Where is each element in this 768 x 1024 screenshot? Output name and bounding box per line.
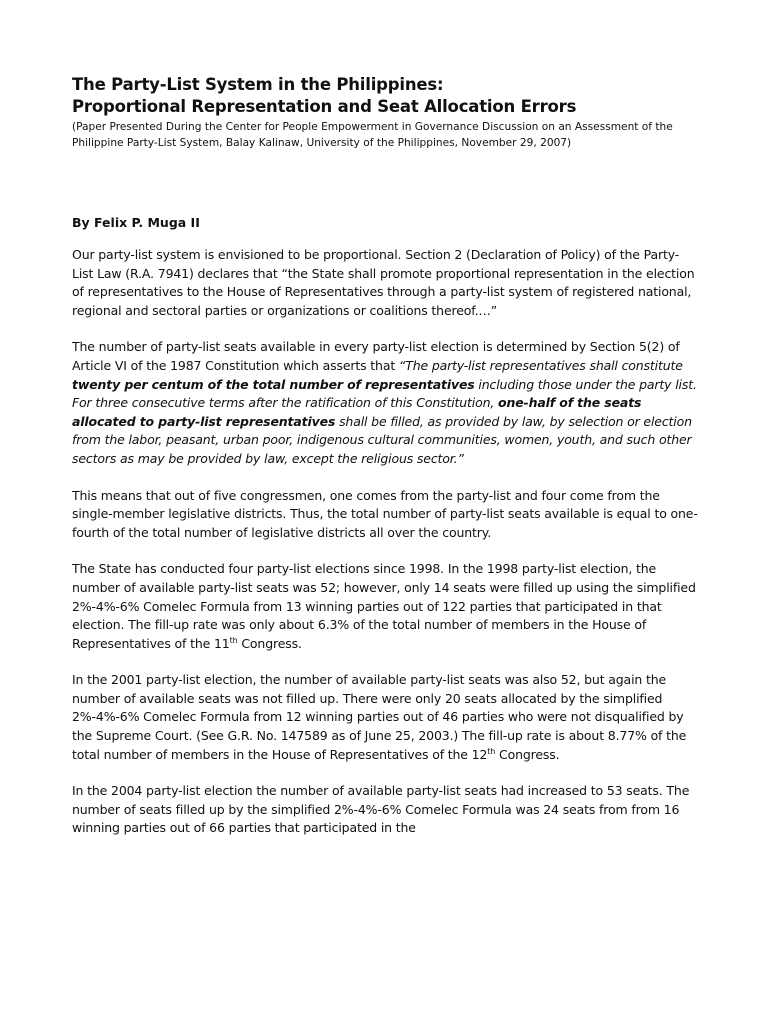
- paragraph-4-tail: Congress.: [237, 635, 302, 651]
- document-subtitle: (Paper Presented During the Center for People Empowerment in Governance Discussion on an Assessment of the Philippine Party-List System, Balay Kalinaw, University of the Philippines, November 29, 2007): [72, 121, 673, 149]
- paragraph-3: This means that out of five congressmen, one comes from the party-list and four come from the single-member legislative districts. Thus, the total number of party-list seats available is equal to one-fourth of the total number of legislative districts all over the country.: [72, 487, 698, 540]
- title-line-2: Proportional Representation and Seat Allocation Errors: [72, 97, 577, 116]
- paragraph-2-quote-1: “The party-list representatives shall constitute: [398, 357, 683, 373]
- paragraph-4-text: The State has conducted four party-list elections since 1998. In the 1998 party-list election, the number of available party-list seats was 52; however, only 14 seats were filled up using the simplified 2%-4%-6% Comelec Formula from 13 winning parties out of 122 parties that participated in that election. The fill-up rate was only about 6.3% of the total number of members in the House of Representatives of the 11: [72, 561, 696, 651]
- paragraph-5: [72, 671, 700, 764]
- paragraph-6: In the 2004 party-list election the number of available party-list seats had increased to 53 seats. The number of seats filled up by the simplified 2%-4%-6% Comelec Formula was 24 seats from from 16 winning parties out of 66 parties that participated in the: [72, 783, 690, 836]
- paragraph-2: [72, 338, 700, 468]
- author-byline: By Felix P. Muga II: [72, 215, 200, 230]
- paragraph-5-text: In the 2001 party-list election, the number of available party-list seats was also 52, but again the number of available seats was not filled up. There were only 20 seats allocated by the simplified 2%-4%-6% Comelec Formula from 12 winning parties out of 46 parties who were not disqualified by the Supreme Court. (See G.R. No. 147589 as of June 25, 2003.) The fill-up rate is about 8.77% of the total number of members in the House of Representatives of the 12: [72, 672, 687, 762]
- paragraph-2-emphasis-2: one-half of the seats allocated to party-list representatives: [72, 395, 642, 429]
- paragraph-2-text-1: The number of party-list seats available in every party-list election is determined by Section 5(2) of Article VI of the 1987 Constitution which asserts that: [72, 339, 680, 373]
- paragraph-4-superscript: th: [229, 635, 238, 645]
- paragraph-1: Our party-list system is envisioned to be proportional. Section 2 (Declaration of Policy) of the Party-List Law (R.A. 7941) declares that “the State shall promote proportional representation in the election of representatives to the House of Representatives through a party-list system of registered national, regional and sectoral parties or organizations or coalitions thereof.…”: [72, 247, 695, 318]
- title-line-1: The Party-List System in the Philippines:: [72, 75, 444, 94]
- document-page: [72, 74, 698, 838]
- paragraph-4: [72, 560, 700, 653]
- paragraph-5-superscript: th: [487, 746, 496, 756]
- paragraph-2-quote-3: shall be filled, as provided by law, by selection or election from the labor, peasant, urban poor, indigenous cultural communities, women, youth, and such other sectors as may be provided by law, except the religious sector.”: [72, 413, 692, 466]
- paragraph-2-emphasis-1: twenty per centum of the total number of representatives: [72, 376, 475, 392]
- paragraph-2-quote-2: including those under the party list. For three consecutive terms after the ratification of this Constitution,: [72, 376, 697, 411]
- paragraph-5-tail: Congress.: [495, 746, 560, 762]
- document-title: [72, 74, 698, 118]
